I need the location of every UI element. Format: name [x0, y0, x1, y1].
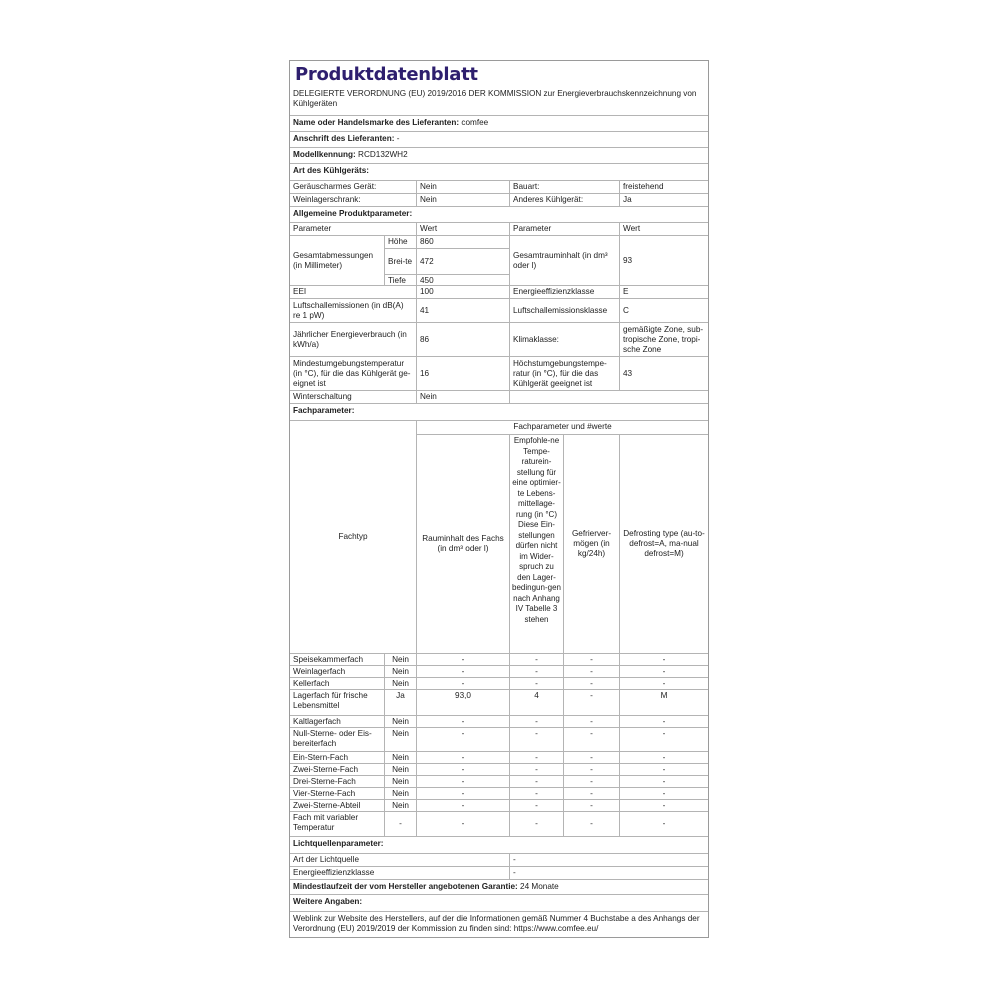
compartment-name: Zwei-Sterne-Fach	[293, 765, 359, 774]
width-value: 472	[416, 248, 509, 274]
appliance-type-header-row	[290, 163, 708, 180]
compartment-volume: -	[416, 716, 509, 727]
compartment-temp: -	[509, 764, 563, 775]
compartment-temp: -	[509, 776, 563, 787]
compartment-temp: -	[509, 716, 563, 727]
compartment-present: Nein	[384, 716, 416, 727]
regulation-row	[290, 87, 708, 115]
compartment-name: Ein-Stern-Fach	[293, 753, 349, 762]
wine-label: Weinlagerschrank:	[293, 195, 361, 204]
height-label: Höhe	[384, 236, 416, 248]
depth-label: Tiefe	[384, 274, 416, 286]
compartment-row	[290, 677, 708, 689]
total-volume-label: Gesamtrauminhalt (in dm³ oder l)	[509, 236, 619, 285]
model-label: Modellkennung:	[293, 150, 356, 159]
winter-label: Winterschaltung	[293, 392, 352, 401]
wine-value: Nein	[416, 194, 509, 206]
col-volume: Rauminhalt des Fachs (in dm³ oder l)	[416, 434, 509, 653]
total-volume-value: 93	[619, 236, 708, 285]
compartment-freezing-capacity: -	[563, 812, 619, 837]
light-type-label: Art der Lichtquelle	[293, 855, 359, 864]
light-class-value: -	[509, 867, 708, 879]
compartment-defrosting-type: -	[619, 716, 708, 727]
guarantee-value: 24 Monate	[520, 882, 559, 891]
compartment-header: Fachparameter:	[293, 406, 355, 415]
depth-value: 450	[416, 274, 509, 286]
compartment-defrosting-type: M	[619, 690, 708, 715]
regulation-text: DELEGIERTE VERORDNUNG (EU) 2019/2016 DER KOMMISSION zur Energieverbrauchskennzeichnung von Kühlgeräten	[293, 89, 697, 108]
max-temp-value: 43	[619, 357, 708, 390]
compartment-present: -	[384, 812, 416, 837]
light-type-row	[290, 853, 708, 866]
compartment-name: Null-Sterne- oder Eis-bereiterfach	[293, 729, 372, 748]
compartment-name: Speisekammerfach	[293, 655, 364, 664]
compartment-row	[290, 811, 708, 837]
noise-row	[290, 298, 708, 322]
winter-row	[290, 390, 708, 403]
param-header-row	[290, 222, 708, 235]
compartment-volume: -	[416, 728, 509, 751]
compartment-name: Kellerfach	[293, 679, 330, 688]
winter-value: Nein	[416, 391, 509, 403]
low-noise-row	[290, 180, 708, 193]
compartment-freezing-capacity: -	[563, 716, 619, 727]
light-header: Lichtquellenparameter:	[293, 839, 384, 848]
compartment-freezing-capacity: -	[563, 678, 619, 689]
compartment-defrosting-type: -	[619, 764, 708, 775]
max-temp-label: Höchstumgebungstempe-ratur (in °C), für die das Kühlgerät geeignet ist	[509, 357, 619, 390]
supplier-name-label: Name oder Handelsmarke des Lieferanten:	[293, 118, 460, 127]
guarantee-row	[290, 879, 708, 894]
eei-label: EEI	[293, 287, 307, 296]
ambient-temp-row	[290, 356, 708, 390]
compartment-freezing-capacity: -	[563, 654, 619, 665]
compartment-row	[290, 775, 708, 787]
compartment-temp: 4	[509, 690, 563, 715]
compartment-present: Nein	[384, 728, 416, 751]
compartment-defrosting-type: -	[619, 776, 708, 787]
wine-row	[290, 193, 708, 206]
low-noise-value: Nein	[416, 181, 509, 193]
compartment-defrosting-type: -	[619, 728, 708, 751]
compartment-defrosting-type: -	[619, 788, 708, 799]
compartment-row	[290, 653, 708, 665]
light-header-row	[290, 836, 708, 853]
compartment-defrosting-type: -	[619, 654, 708, 665]
compartment-volume: -	[416, 788, 509, 799]
annual-energy-label: Jährlicher Energieverbrauch (in kWh/a)	[293, 329, 407, 349]
compartment-freezing-capacity: -	[563, 666, 619, 677]
compartment-freezing-capacity: -	[563, 690, 619, 715]
compartment-present: Nein	[384, 764, 416, 775]
design-label: Bauart:	[509, 181, 619, 193]
dimensions-row	[290, 235, 708, 285]
energy-class-label: Energieeffizienzklasse	[509, 286, 619, 298]
supplier-address-row	[290, 131, 708, 147]
dimensions-label: Gesamtabmessungen (in Millimeter)	[293, 250, 374, 270]
compartment-name: Kaltlagerfach	[293, 717, 341, 726]
compartment-header-row	[290, 403, 708, 420]
supplier-name-value: comfee	[461, 118, 489, 127]
col-defrosting-type: Defrosting type (au-to-defrost=A, ma-nual defrost=M)	[619, 434, 708, 653]
compartment-temp: -	[509, 728, 563, 751]
compartment-row	[290, 751, 708, 763]
compartment-row	[290, 665, 708, 677]
compartment-present: Nein	[384, 800, 416, 811]
page-title: Produktdatenblatt	[295, 64, 478, 85]
col-freezing-capacity: Gefrierver-mögen (in kg/24h)	[563, 434, 619, 653]
compartment-temp: -	[509, 678, 563, 689]
compartment-temp: -	[509, 666, 563, 677]
col-group-header: Fachparameter und #werte	[416, 421, 708, 434]
compartment-row	[290, 727, 708, 751]
compartment-temp: -	[509, 654, 563, 665]
compartment-name: Drei-Sterne-Fach	[293, 777, 356, 786]
more-info-text: Weblink zur Website des Herstellers, auf der die Informationen gemäß Nummer 4 Buchstabe a des Anhangs der Verordnung (EU) 2019/2019 der Kommission zu finden sind: https://www.comfee.eu/	[293, 914, 700, 933]
compartment-volume: -	[416, 776, 509, 787]
general-header: Allgemeine Produktparameter:	[293, 209, 413, 218]
compartment-row	[290, 763, 708, 775]
compartment-name: Zwei-Sterne-Abteil	[293, 801, 361, 810]
value-header: Wert	[416, 223, 509, 235]
more-info-row	[290, 911, 708, 937]
compartment-name: Fach mit variabler Temperatur	[293, 813, 359, 832]
low-noise-label: Geräuscharmes Gerät:	[293, 182, 377, 191]
min-temp-value: 16	[416, 357, 509, 390]
compartment-name: Vier-Sterne-Fach	[293, 789, 356, 798]
compartment-defrosting-type: -	[619, 800, 708, 811]
product-data-sheet	[289, 60, 709, 938]
compartment-defrosting-type: -	[619, 666, 708, 677]
model-row	[290, 147, 708, 163]
supplier-address-label: Anschrift des Lieferanten:	[293, 134, 395, 143]
annual-energy-row	[290, 322, 708, 356]
compartment-freezing-capacity: -	[563, 764, 619, 775]
compartment-present: Nein	[384, 752, 416, 763]
compartment-freezing-capacity: -	[563, 776, 619, 787]
other-label: Anderes Kühlgerät:	[509, 194, 619, 206]
compartment-volume: -	[416, 800, 509, 811]
compartment-temp: -	[509, 800, 563, 811]
general-header-row	[290, 206, 708, 222]
compartment-freezing-capacity: -	[563, 728, 619, 751]
compartment-temp: -	[509, 752, 563, 763]
compartment-defrosting-type: -	[619, 752, 708, 763]
compartment-row	[290, 715, 708, 727]
compartment-volume: -	[416, 654, 509, 665]
compartment-freezing-capacity: -	[563, 800, 619, 811]
col-compartment-type: Fachtyp	[338, 532, 368, 541]
compartment-present: Nein	[384, 666, 416, 677]
compartment-row	[290, 799, 708, 811]
compartment-present: Nein	[384, 776, 416, 787]
compartment-present: Ja	[384, 690, 416, 715]
compartment-temp: -	[509, 812, 563, 837]
more-info-header-row	[290, 894, 708, 911]
compartment-temp: -	[509, 788, 563, 799]
compartment-row	[290, 689, 708, 715]
compartment-volume: -	[416, 678, 509, 689]
design-value: freistehend	[619, 181, 708, 193]
compartment-freezing-capacity: -	[563, 788, 619, 799]
noise-class-value: C	[619, 299, 708, 322]
compartment-columns-row	[290, 420, 708, 653]
supplier-name-row	[290, 115, 708, 131]
appliance-type-header: Art des Kühlgeräts:	[293, 166, 369, 175]
annual-energy-value: 86	[416, 323, 509, 356]
compartment-volume: -	[416, 764, 509, 775]
col-recommended-temp: Empfohle-ne Tempe-raturein-stellung für eine optimier-te Lebens-mittellage-rung (in °C) Diese Ein-stellungen dürfen nicht im Wider-spruch zu den Lager-bedingun-gen nach Anhang IV Tabelle 3 stehen	[509, 434, 563, 653]
compartment-volume: 93,0	[416, 690, 509, 715]
climate-value: gemäßigte Zone, sub-tropische Zone, tropi-sche Zone	[619, 323, 708, 356]
compartment-present: Nein	[384, 788, 416, 799]
light-class-label: Energieeffizienzklasse	[293, 868, 375, 877]
compartment-volume: -	[416, 812, 509, 837]
guarantee-label: Mindestlaufzeit der vom Hersteller angebotenen Garantie:	[293, 882, 518, 891]
compartment-volume: -	[416, 752, 509, 763]
eei-value: 100	[416, 286, 509, 298]
noise-value: 41	[416, 299, 509, 322]
compartment-present: Nein	[384, 678, 416, 689]
compartment-name: Weinlagerfach	[293, 667, 346, 676]
climate-label: Klimaklasse:	[509, 323, 619, 356]
compartment-freezing-capacity: -	[563, 752, 619, 763]
compartment-name: Lagerfach für frische Lebensmittel	[293, 691, 368, 710]
eei-row	[290, 285, 708, 298]
more-info-label: Weitere Angaben:	[293, 897, 363, 906]
width-label: Brei-te	[384, 248, 416, 274]
param-header-2: Parameter	[509, 223, 619, 235]
supplier-address-value: -	[396, 134, 400, 143]
param-header: Parameter	[293, 224, 332, 233]
model-value: RCD132WH2	[358, 150, 408, 159]
compartment-volume: -	[416, 666, 509, 677]
light-class-row	[290, 866, 708, 879]
compartment-defrosting-type: -	[619, 812, 708, 837]
compartment-row	[290, 787, 708, 799]
height-value: 860	[416, 236, 509, 248]
compartment-defrosting-type: -	[619, 678, 708, 689]
energy-class-value: E	[619, 286, 708, 298]
noise-class-label: Luftschallemissionsklasse	[509, 299, 619, 322]
light-type-value: -	[509, 854, 708, 866]
compartment-present: Nein	[384, 654, 416, 665]
min-temp-label: Mindestumgebungstemperatur (in °C), für die das Kühlgerät ge-eignet ist	[293, 358, 411, 388]
other-value: Ja	[619, 194, 708, 206]
noise-label: Luftschallemissionen (in dB(A) re 1 pW)	[293, 300, 404, 320]
value-header-2: Wert	[619, 223, 708, 235]
